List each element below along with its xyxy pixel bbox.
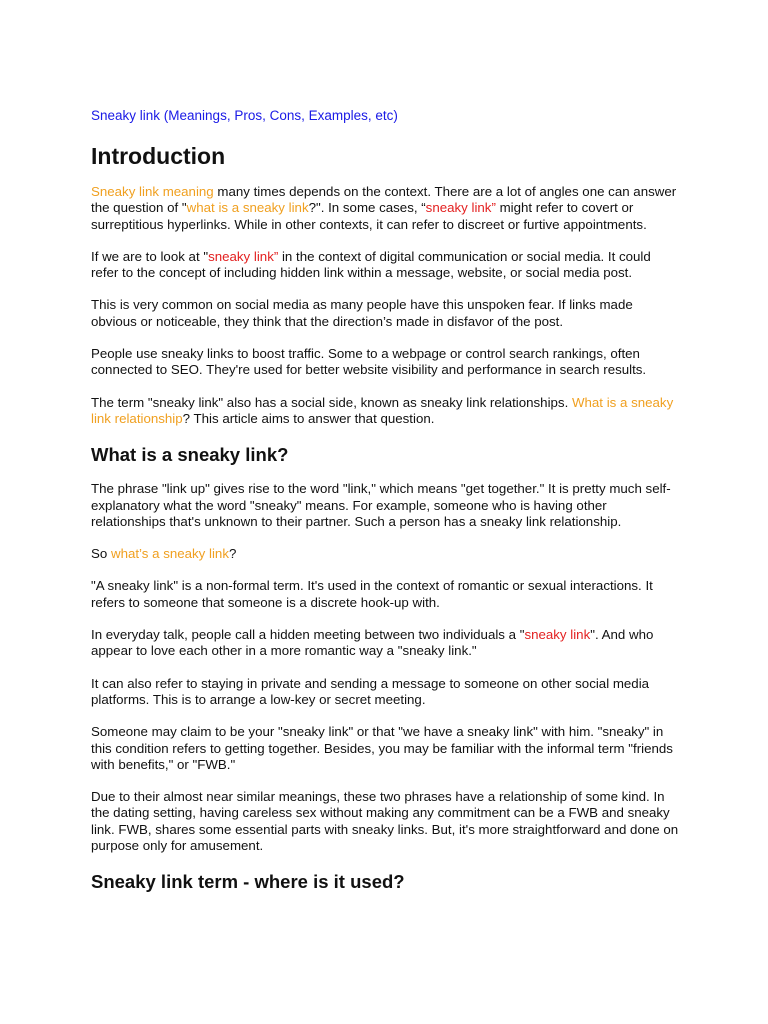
intro-paragraph-5	[91, 395, 681, 428]
top-title-link[interactable]: Sneaky link (Meanings, Pros, Cons, Examples, etc)	[91, 108, 398, 123]
intro-paragraph-3: This is very common on social media as many people have this unspoken fear. If links made obvious or noticeable, they think that the direction’s made in disfavor of the post.	[91, 297, 633, 329]
text-segment: So	[91, 546, 111, 562]
text-segment: in the context of digital communication or social media. It could refer to the concept of including hidden link within a message, website, or social media post.	[91, 248, 651, 281]
what-paragraph-3: "A sneaky link" is a non-formal term. It's used in the context of romantic or sexual interactions. It refers to someone that someone is a discrete hook-up with.	[91, 578, 653, 610]
what-paragraph-2	[91, 546, 681, 562]
text-segment: might refer to covert or surreptitious hyperlinks. While in other contexts, it can refer to discreet or furtive appointments.	[91, 200, 647, 232]
intro-paragraph-4: People use sneaky links to boost traffic. Some to a webpage or control search rankings, often connected to SEO. They're used for better website visibility and performance in search results.	[91, 346, 647, 378]
text-segment: ?". In some cases, “	[308, 200, 426, 216]
what-paragraph-5: It can also refer to staying in private and sending a message to someone on other social media platforms. This is to arrange a low-key or secret meeting.	[91, 675, 650, 707]
link-what-is-a-sneaky-link[interactable]: what is a sneaky link	[186, 200, 309, 216]
link-sneaky-link-relationship[interactable]: What is a sneaky link relationship	[91, 394, 674, 426]
intro-paragraph-1	[91, 184, 681, 233]
link-sneaky-link[interactable]: sneaky link	[524, 627, 591, 643]
intro-paragraph-2	[91, 249, 681, 282]
text-segment: ". And who appear to love each other in a more romantic way a "sneaky link."	[91, 627, 654, 659]
text-segment: The term "sneaky link" also has a social side, known as sneaky link relationships.	[91, 394, 572, 410]
term-usage-heading: Sneaky link term - where is it used?	[91, 871, 405, 893]
what-paragraph-6: Someone may claim to be your "sneaky link" or that "we have a sneaky link" with him. "sneaky" in this condition refers to getting together. Besides, you may be familiar with the informal term "friends with benefits," or "FWB."	[91, 724, 673, 772]
what-paragraph-4	[91, 627, 681, 660]
text-segment: many times depends on the context. There are a lot of angles one can answer the question of "	[91, 184, 677, 216]
link-whats-a-sneaky-link[interactable]: what’s a sneaky link	[110, 546, 229, 562]
document-page	[91, 107, 681, 908]
introduction-heading: Introduction	[91, 143, 226, 169]
text-segment: If we are to look at "	[91, 248, 209, 264]
link-sneaky-link[interactable]: sneaky link”	[208, 248, 279, 264]
text-segment: ? This article aims to answer that question.	[182, 410, 435, 426]
what-paragraph-7: Due to their almost near similar meanings, these two phrases have a relationship of some kind. In the dating setting, having careless sex without making any commitment can be a FWB and sneaky link. FWB, shares some essential parts with sneaky links. But, it's more straightforward and done on purpose only for amusement.	[91, 789, 679, 854]
what-paragraph-1: The phrase "link up" gives rise to the word "link," which means "get together." It is pretty much self-explanatory what the word "sneaky" means. For example, someone who is having other relationships that's unknown to their partner. Such a person has a sneaky link relationship.	[91, 481, 671, 529]
text-segment: In everyday talk, people call a hidden meeting between two individuals a "	[91, 627, 525, 643]
what-is-heading: What is a sneaky link?	[91, 444, 289, 466]
link-sneaky-link[interactable]: sneaky link”	[425, 200, 496, 216]
link-sneaky-link-meaning[interactable]: Sneaky link meaning	[91, 184, 214, 199]
text-segment: ?	[228, 546, 237, 562]
